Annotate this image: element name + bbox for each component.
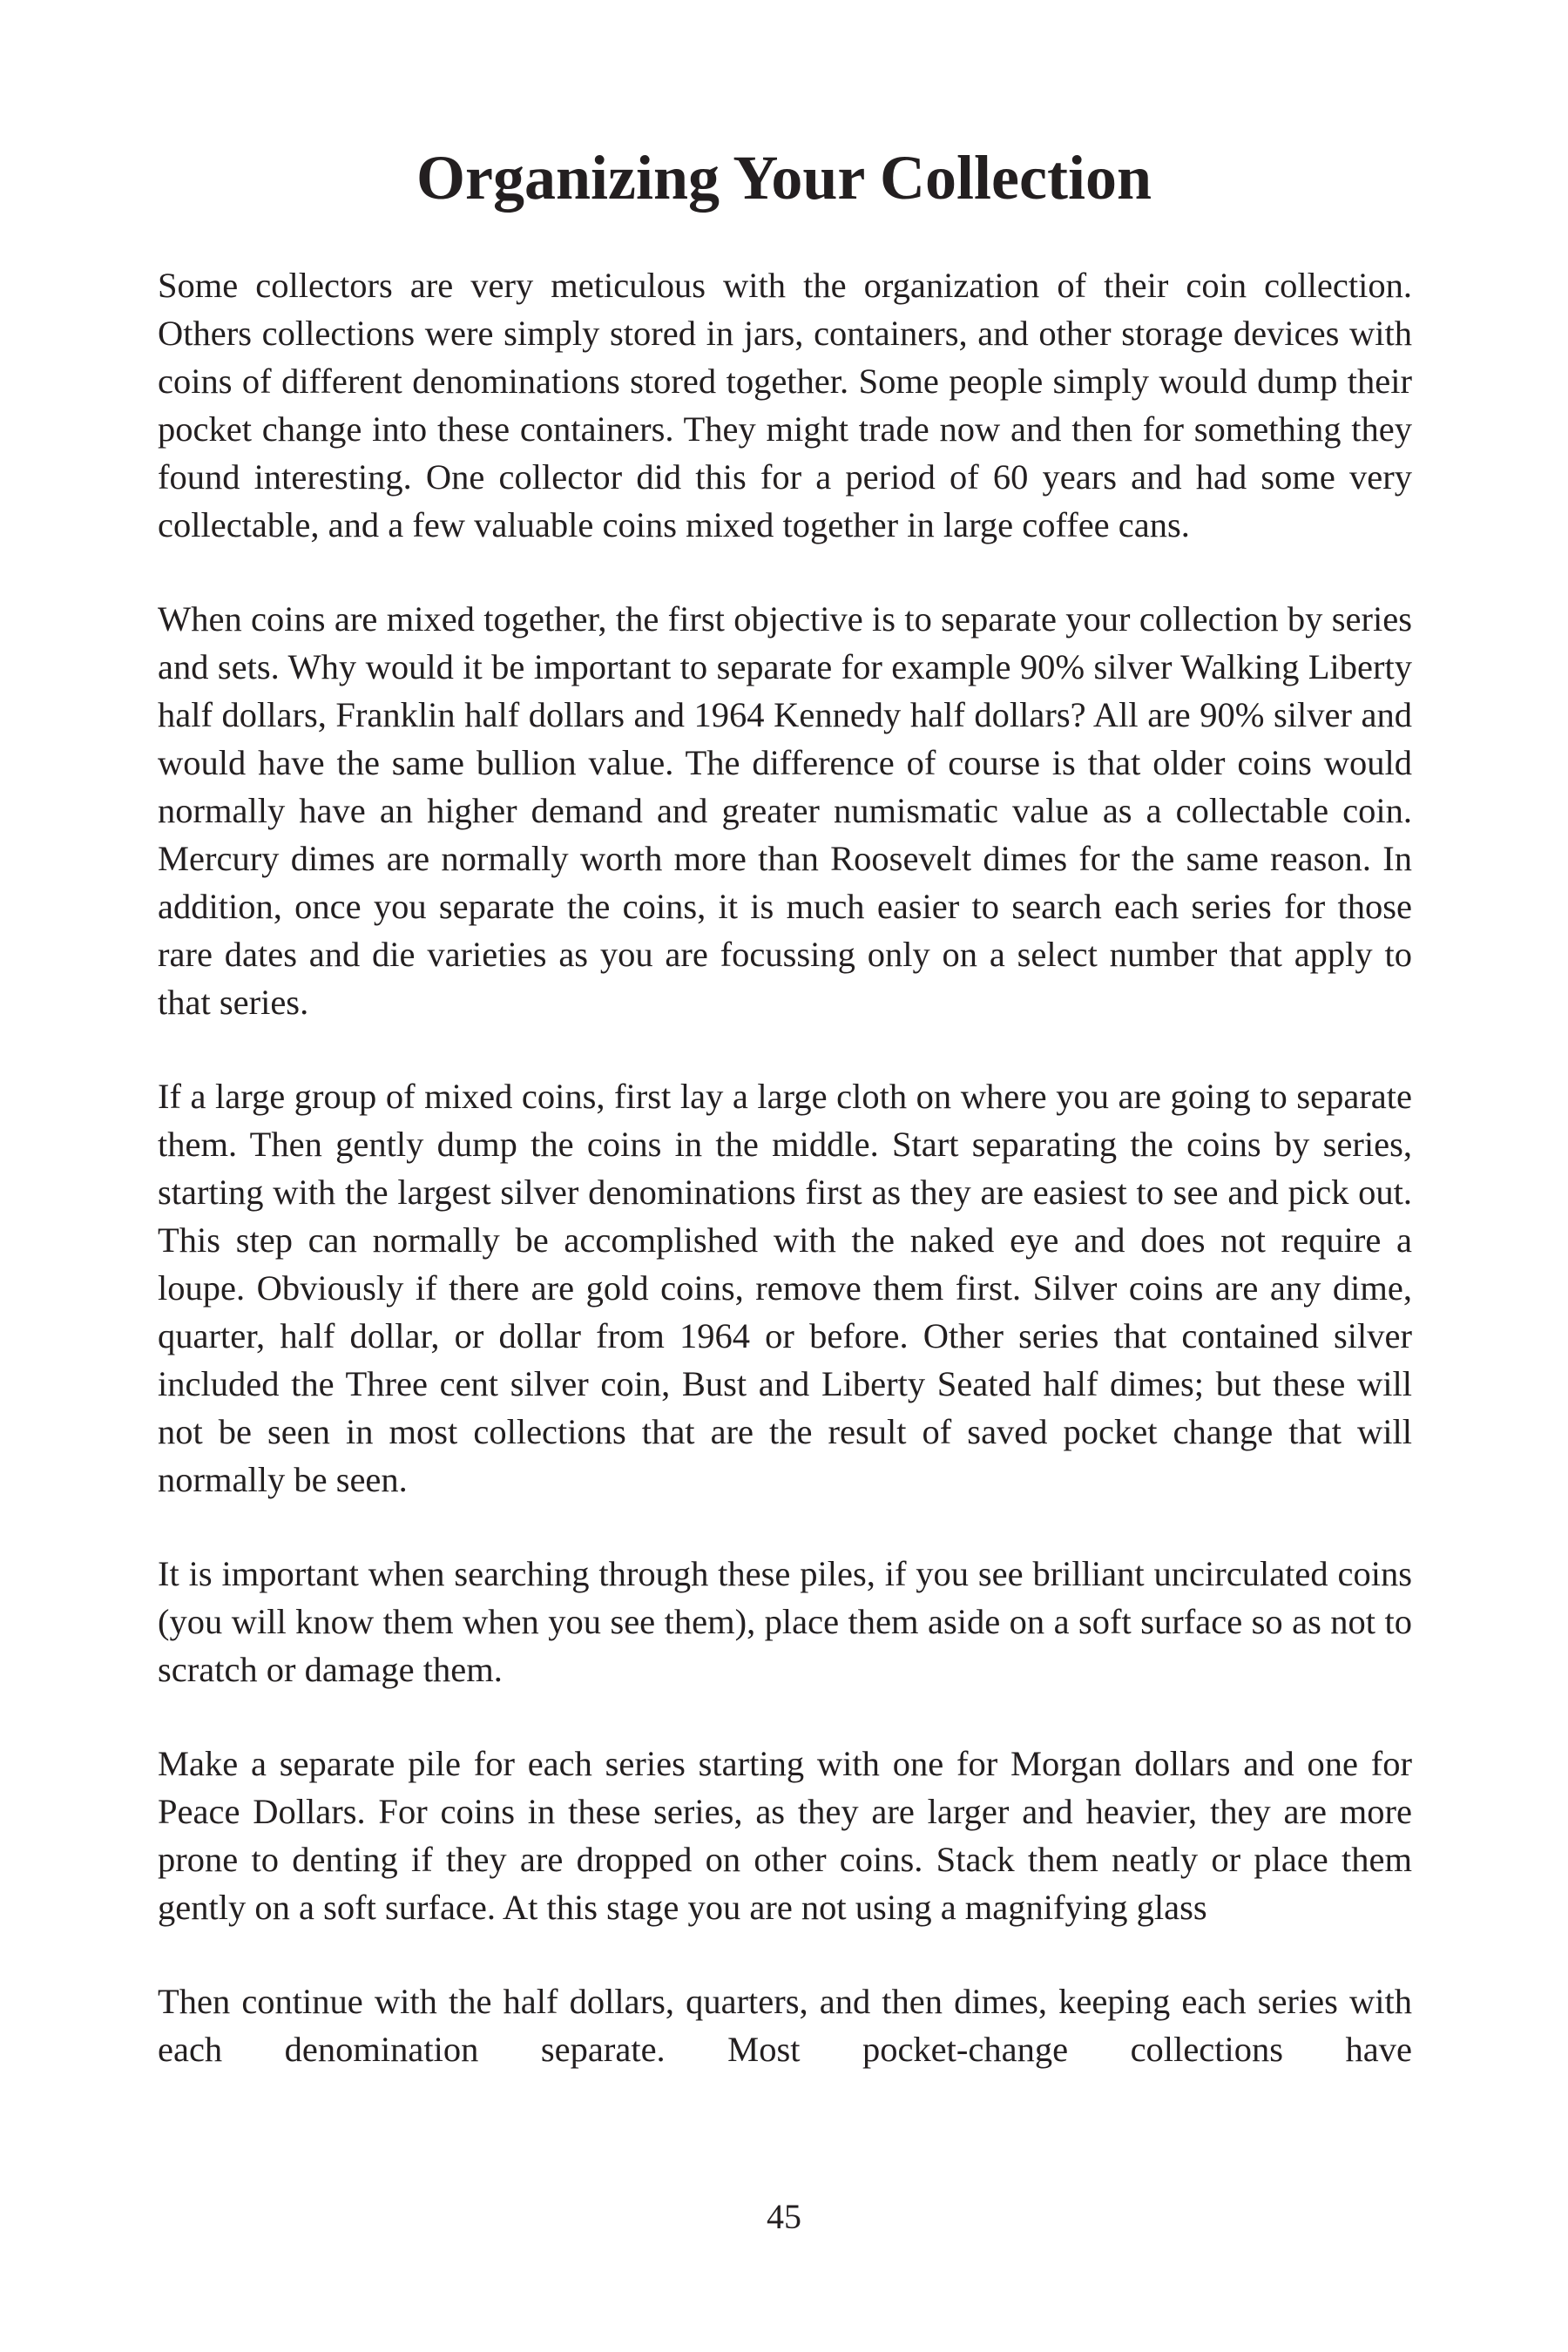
- paragraph-1: Some collectors are very meticulous with the organization of their coin collection. Others collections were simply stored in jars, containers, and other storage devices with coins of different denominations stored together. Some people simply would dump their pocket change into these containers. They might trade now and then for something they found interesting. One collector did this for a period of 60 years and had some very collectable, and a few valuable coins mixed together in large coffee cans.: [158, 266, 1412, 544]
- page-number: 45: [767, 2197, 801, 2236]
- paragraph-4: It is important when searching through these piles, if you see brilliant uncirculated coins (you will know them when you see them), place them aside on a soft surface so as not to scratch or damage them.: [158, 1554, 1412, 1689]
- paragraph-2: When coins are mixed together, the first objective is to separate your collection by series and sets. Why would it be important to separate for example 90% silver Walking Liberty half dollars, Franklin half dollars and 1964 Kennedy half dollars? All are 90% silver and would have the same bullion value. The difference of course is that older coins would normally have an higher demand and greater numismatic value as a collectable coin. Mercury dimes are normally worth more than Roosevelt dimes for the same reason. In addition, once you separate the coins, it is much easier to search each series for those rare dates and die varieties as you are focussing only on a select number that apply to that series.: [158, 599, 1412, 1022]
- paragraph-5: Make a separate pile for each series starting with one for Morgan dollars and one for Peace Dollars. For coins in these series, as they are larger and heavier, they are more prone to denting if they are dropped on other coins. Stack them neatly or place them gently on a soft surface. At this stage you are not using a magnifying glass: [158, 1744, 1412, 1927]
- page-title: Organizing Your Collection: [416, 143, 1152, 213]
- body-text: [158, 261, 1412, 2119]
- paragraph-6: Then continue with the half dollars, quarters, and then dimes, keeping each series with each denomination separate. Most pocket-change collections have: [158, 1982, 1412, 2069]
- paragraph-3: If a large group of mixed coins, first lay a large cloth on where you are going to separate them. Then gently dump the coins in the middle. Start separating the coins by series, starting with the largest silver denominations first as they are easiest to see and pick out. This step can normally be accomplished with the naked eye and does not require a loupe. Obviously if there are gold coins, remove them first. Silver coins are any dime, quarter, half dollar, or dollar from 1964 or before. Other series that contained silver included the Three cent silver coin, Bust and Liberty Seated half dimes; but these will not be seen in most collections that are the result of saved pocket change that will normally be seen.: [158, 1077, 1412, 1499]
